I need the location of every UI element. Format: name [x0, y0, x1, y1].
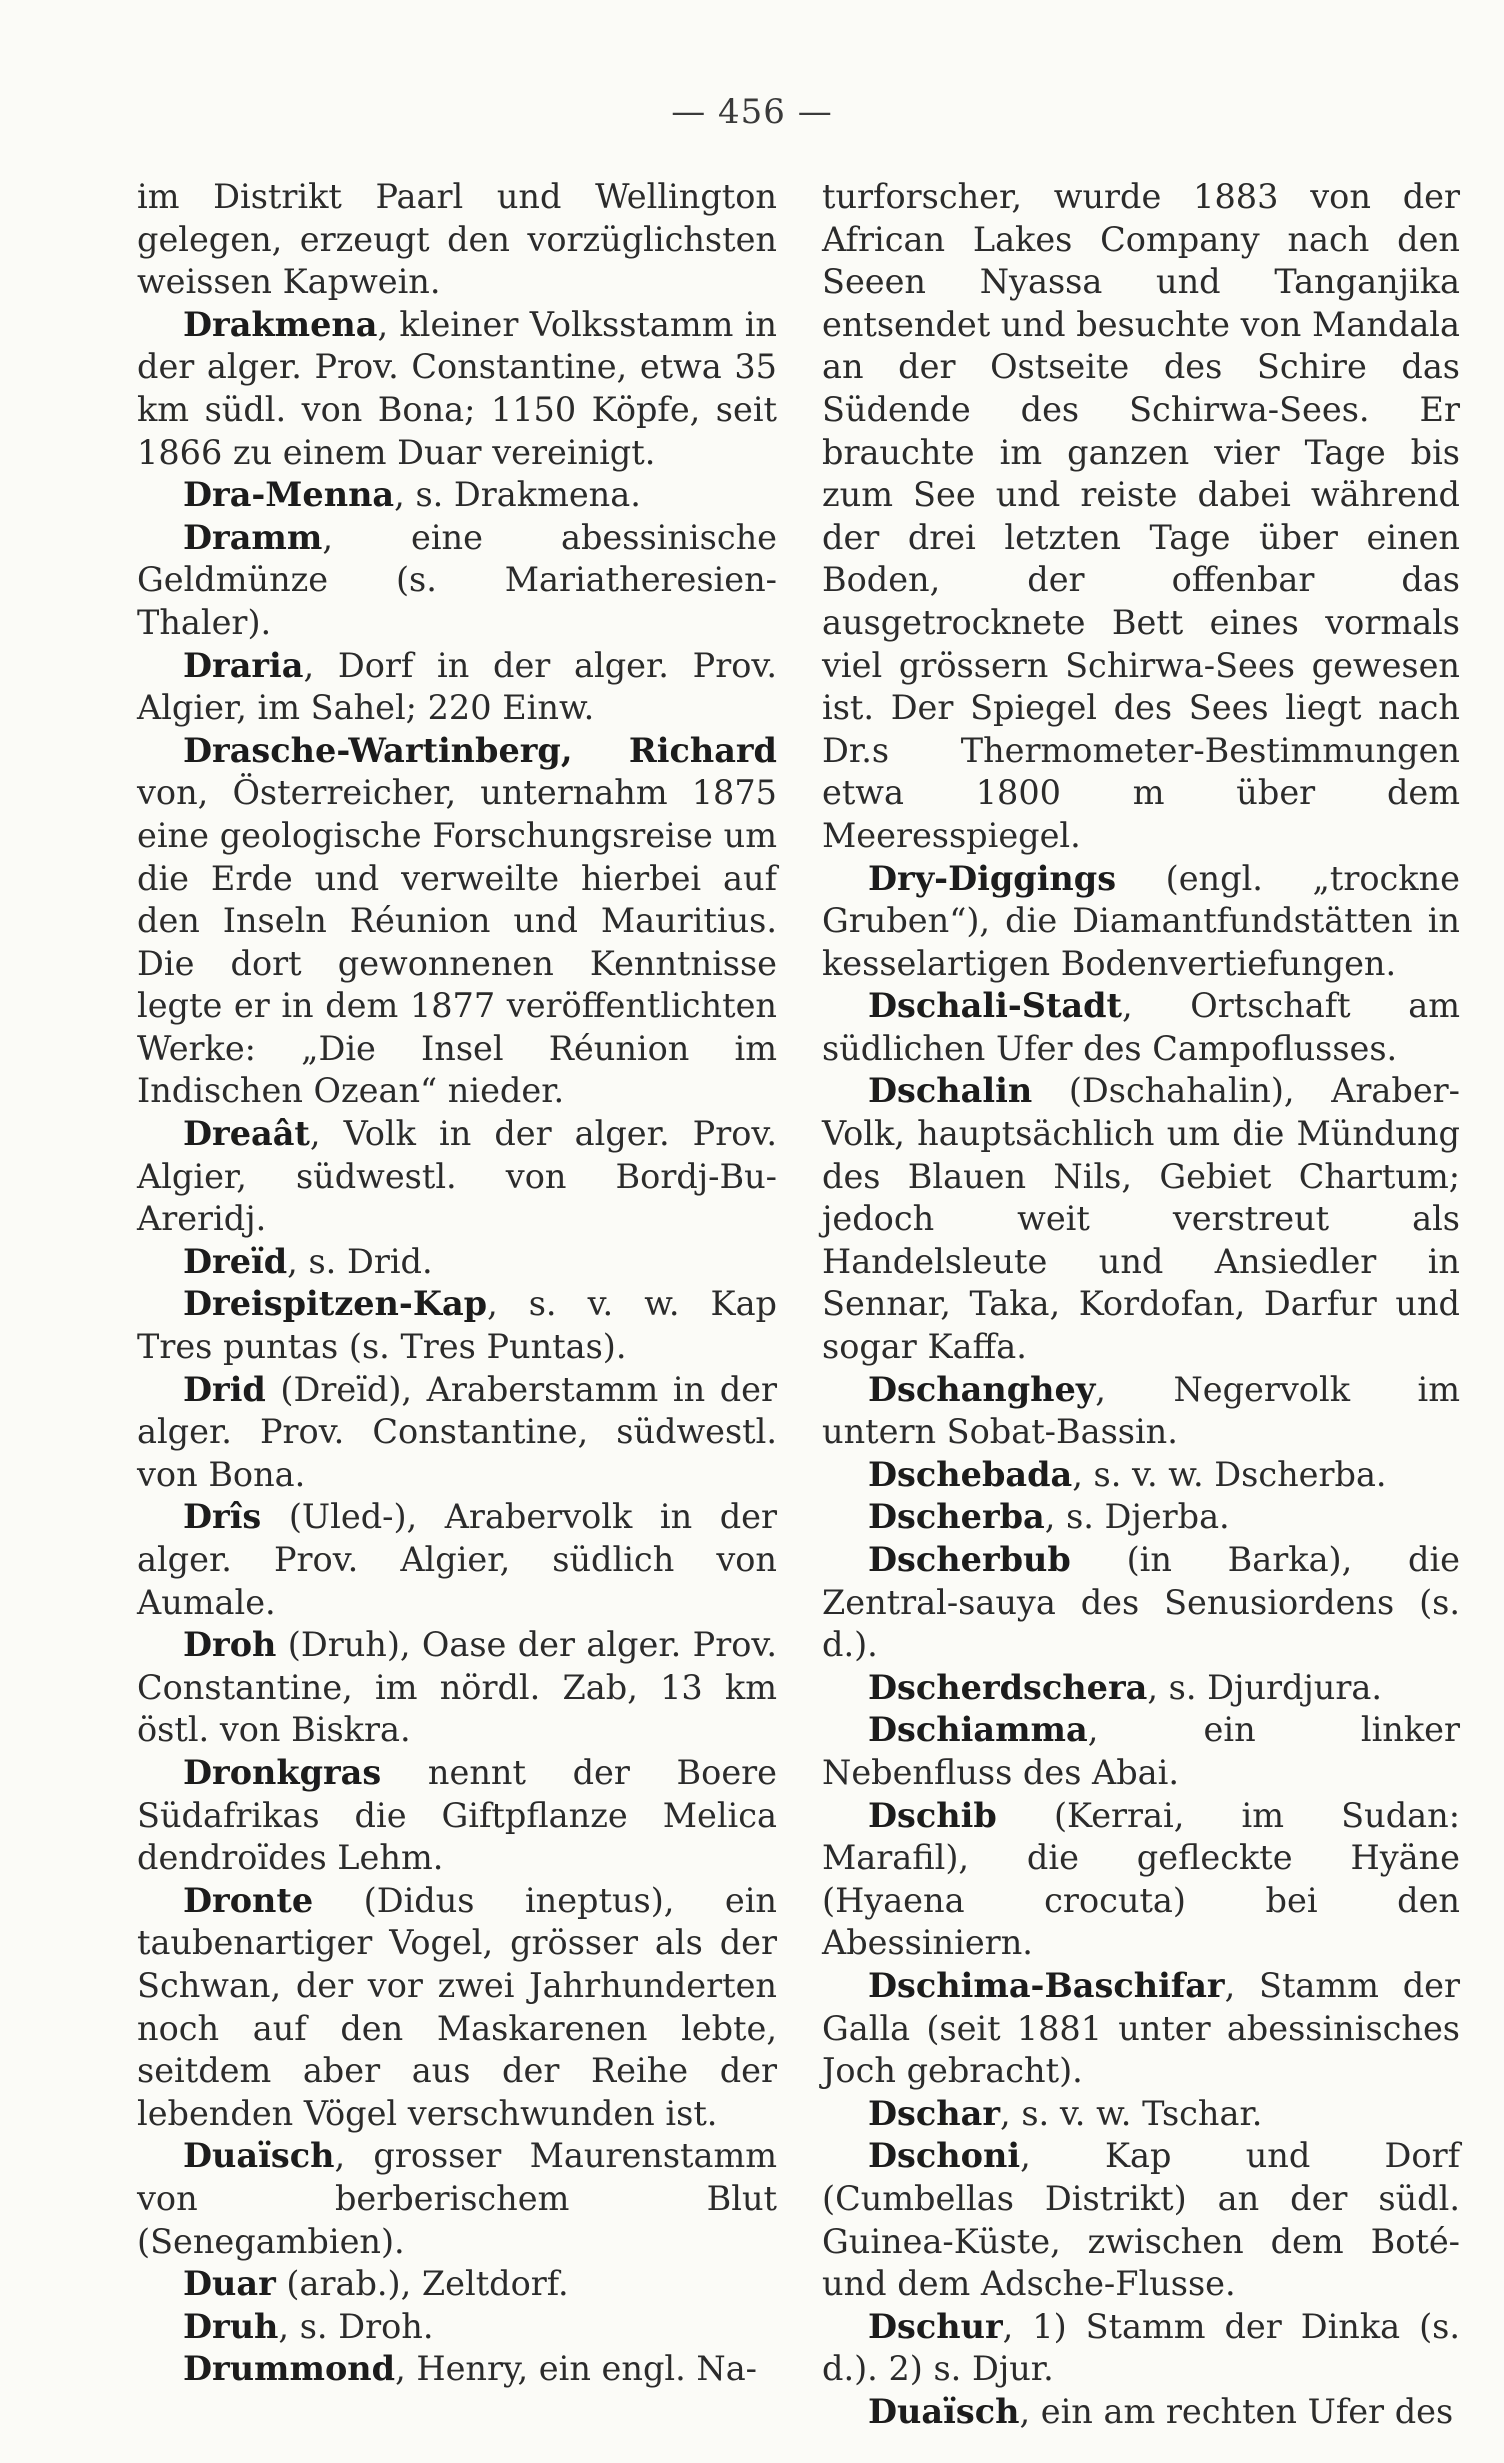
entry-text: , s. Djerba. — [1044, 1497, 1230, 1537]
entry-headword: Dschebada — [868, 1454, 1073, 1494]
entry-text: turforscher, wurde 1883 von der African Lakes Company nach den Seeen Nyassa und Tanganjika entsendet und besuchte von Mandala an der Ostseite des Schire das Südende des Schirwa-Sees. Er brauchte im ganzen vier Tage bis zum See und reiste dabei während der drei letzten Tage über einen Boden, der offenbar das ausgetrocknete Bett eines vormals viel grössern Schirwa-Sees gewesen ist. Der Spiegel des Sees liegt nach Dr.s Thermometer-Bestimmungen etwa 1800 m über dem Meeresspiegel. — [822, 177, 1460, 855]
dictionary-entry — [137, 1369, 777, 1497]
entry-headword: Draria — [183, 645, 304, 685]
entry-text: , s. Drakmena. — [394, 475, 641, 515]
entry-headword: Dry-Diggings — [868, 858, 1117, 898]
entry-text: , Ortschaft am südlichen Ufer des Campoflusses. — [822, 986, 1460, 1068]
dictionary-entry — [822, 2135, 1460, 2305]
dictionary-entry — [822, 2306, 1460, 2391]
entry-headword: Dschur — [868, 2306, 1003, 2346]
entry-headword: Dra-Menna — [183, 475, 395, 515]
entry-text: , ein linker Nebenfluss des Abai. — [822, 1710, 1460, 1792]
entry-headword: Drakmena — [183, 304, 378, 344]
dictionary-entry — [137, 730, 777, 1113]
entry-text: , Henry, ein engl. Na- — [395, 2349, 758, 2389]
entry-headword: Drid — [183, 1369, 266, 1409]
dictionary-entry — [822, 1667, 1460, 1710]
dictionary-entry — [822, 1795, 1460, 1965]
dictionary-entry — [137, 1752, 777, 1880]
dictionary-entry — [822, 1454, 1460, 1497]
entry-headword: Dschanghey — [868, 1369, 1096, 1409]
entry-headword: Dreaât — [183, 1114, 310, 1154]
entry-headword: Duaïsch — [183, 2136, 335, 2176]
entry-text: , s. Djurdjura. — [1147, 1667, 1383, 1707]
entry-text: , s. v. w. Kap Tres puntas (s. Tres Puntas). — [137, 1284, 777, 1367]
entry-headword: Duaïsch — [868, 2391, 1020, 2431]
entry-text: , 1) Stamm der Dinka (s. d.). 2) s. Djur. — [822, 2306, 1460, 2389]
dictionary-entry — [822, 858, 1460, 986]
entry-text: (Druh), Oase der alger. Prov. Constantine, im nördl. Zab, 13 km östl. von Biskra. — [137, 1625, 777, 1750]
dictionary-entry — [137, 1880, 777, 2136]
entry-headword: Dschalin — [868, 1071, 1033, 1111]
right-column — [822, 176, 1460, 2433]
dictionary-entry — [822, 1965, 1460, 2093]
dictionary-entry — [137, 517, 777, 645]
entry-text: (Uled-), Arabervolk in der alger. Prov. Algier, südlich von Aumale. — [137, 1497, 777, 1622]
dictionary-entry — [137, 2306, 777, 2349]
entry-headword: Druh — [183, 2306, 279, 2346]
entry-text: , kleiner Volksstamm in der alger. Prov. Constantine, etwa 35 km südl. von Bona; 1150 Köpfe, seit 1866 zu einem Duar vereinigt. — [137, 304, 777, 472]
dictionary-entry — [137, 2263, 777, 2306]
entry-text: , Stamm der Galla (seit 1881 unter abessinisches Joch gebracht). — [822, 1965, 1460, 2091]
entry-headword: Dschar — [868, 2093, 1001, 2133]
entry-headword: Dramm — [183, 517, 323, 557]
entry-text: nennt der Boere Südafrikas die Giftpflanze Melica dendroïdes Lehm. — [137, 1752, 777, 1878]
entry-text: (Didus ineptus), ein taubenartiger Vogel, grösser als der Schwan, der vor zwei Jahrhunderten noch auf den Maskarenen lebte, seitdem aber aus der Reihe der lebenden Vögel verschwunden ist. — [137, 1880, 777, 2133]
entry-headword: Dschib — [868, 1795, 997, 1835]
dictionary-entry — [822, 1496, 1460, 1539]
dictionary-entry — [822, 2391, 1460, 2434]
dictionary-entry — [137, 1624, 777, 1752]
entry-headword: Dschali-Stadt — [868, 986, 1122, 1026]
entry-text: (in Barka), die Zentral-sauya des Senusiordens (s. d.). — [822, 1540, 1460, 1665]
entry-text: , Volk in der alger. Prov. Algier, südwestl. von Bordj-Bu-Areridj. — [137, 1114, 777, 1239]
dictionary-entry — [822, 1539, 1460, 1667]
entry-headword: Duar — [183, 2264, 276, 2304]
entry-headword: Dscherdschera — [868, 1667, 1148, 1707]
entry-text: , s. v. w. Tschar. — [1000, 2093, 1263, 2133]
dictionary-entry — [822, 1709, 1460, 1794]
entry-headword: Drîs — [183, 1497, 262, 1537]
entry-headword: Dreïd — [183, 1241, 288, 1281]
entry-text: , ein am rechten Ufer des — [1019, 2391, 1454, 2431]
entry-text: (engl. „trockne Gruben“), die Diamantfundstätten in kesselartigen Bodenvertiefungen. — [822, 858, 1460, 983]
dictionary-entry — [137, 304, 777, 474]
dictionary-entry — [137, 645, 777, 730]
dictionary-entry — [137, 474, 777, 517]
entry-headword: Dschoni — [868, 2136, 1021, 2176]
dictionary-entry — [137, 1113, 777, 1241]
dictionary-entry — [822, 176, 1460, 858]
entry-text: (Kerrai, im Sudan: Marafil), die gefleckte Hyäne (Hyaena crocuta) bei den Abessiniern. — [822, 1795, 1460, 1963]
entry-headword: Dscherbub — [868, 1540, 1071, 1579]
entry-headword: Dscherba — [868, 1497, 1045, 1537]
entry-headword: Dronte — [183, 1880, 314, 1920]
dictionary-entry — [137, 1241, 777, 1284]
dictionary-entry — [137, 2135, 777, 2263]
dictionary-entry — [137, 1496, 777, 1624]
entry-text: , s. v. w. Dscherba. — [1072, 1454, 1387, 1494]
entry-text: (Dreïd), Araberstamm in der alger. Prov. Constantine, südwestl. von Bona. — [137, 1369, 777, 1494]
dictionary-entry — [822, 1070, 1460, 1368]
left-column — [137, 176, 777, 2391]
entry-text: (Dschahalin), Araber-Volk, hauptsächlich um die Mündung des Blauen Nils, Gebiet Chartum; jedoch weit verstreut als Handelsleute und Ansiedler in Sennar, Taka, Kordofan, Darfur und sogar Kaffa. — [822, 1071, 1460, 1367]
entry-headword: Dronkgras — [183, 1752, 382, 1792]
entry-text: von, Österreicher, unternahm 1875 eine geologische Forschungsreise um die Erde und verweilte hierbei auf den Inseln Réunion und Mauritius. Die dort gewonnenen Kenntnisse legte er in dem 1877 veröffentlichten Werke: „Die Insel Réunion im Indischen Ozean“ nieder. — [137, 773, 777, 1111]
entry-headword: Drasche-Wartinberg, Richard — [183, 730, 777, 770]
entry-headword: Dschima-Baschifar — [868, 1965, 1225, 2005]
entry-text: im Distrikt Paarl und Wellington gelegen, erzeugt den vorzüglichsten weissen Kapwein. — [137, 177, 777, 302]
entry-headword: Dreispitzen-Kap — [183, 1284, 488, 1324]
entry-text: (arab.), Zeltdorf. — [275, 2264, 569, 2304]
dictionary-entry — [137, 1283, 777, 1368]
entry-text: , Dorf in der alger. Prov. Algier, im Sahel; 220 Einw. — [137, 645, 777, 728]
dictionary-entry — [822, 985, 1460, 1070]
entry-text: , s. Droh. — [278, 2306, 434, 2346]
entry-text: , grosser Maurenstamm von berberischem Blut (Senegambien). — [137, 2136, 777, 2261]
entry-text: , eine abessinische Geldmünze (s. Mariatheresien-Thaler). — [137, 517, 777, 642]
entry-text: , Kap und Dorf (Cumbellas Distrikt) an der südl. Guinea-Küste, zwischen dem Boté- und dem Adsche-Flusse. — [822, 2136, 1460, 2304]
entry-headword: Drummond — [183, 2349, 396, 2389]
dictionary-entry — [137, 2348, 777, 2391]
dictionary-entry — [822, 1369, 1460, 1454]
entry-text: , Negervolk im untern Sobat-Bassin. — [822, 1369, 1460, 1452]
entry-text: , s. Drid. — [287, 1241, 433, 1281]
dictionary-entry — [137, 176, 777, 304]
page-number: — 456 — — [671, 92, 833, 132]
entry-headword: Dschiamma — [868, 1710, 1088, 1750]
dictionary-entry — [822, 2093, 1460, 2136]
entry-headword: Droh — [183, 1625, 277, 1665]
